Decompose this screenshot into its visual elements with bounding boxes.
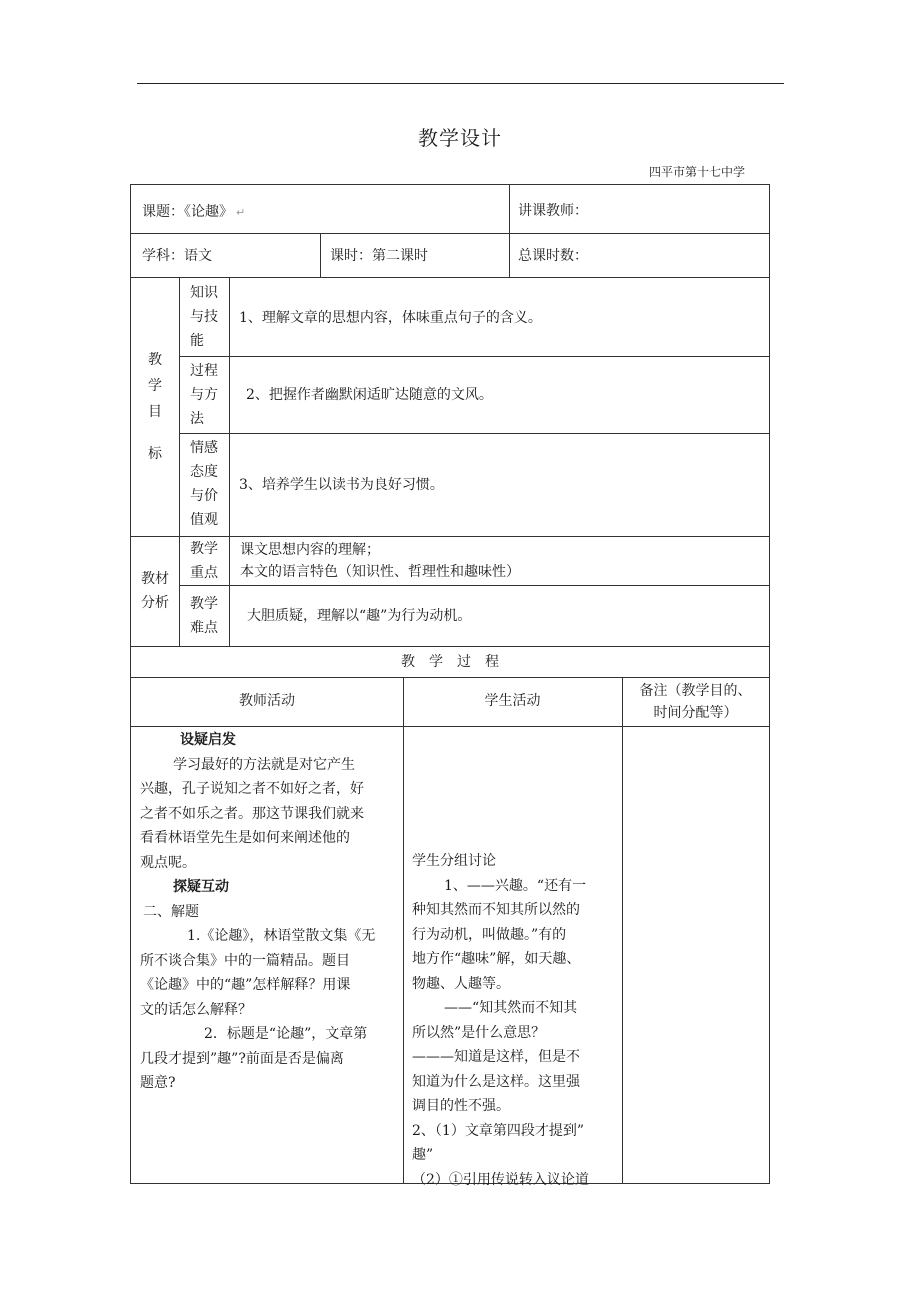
- text-line: 几段才提到”趣”?前面是否是偏离: [140, 1050, 344, 1067]
- row-divider: [179, 356, 769, 357]
- row-divider: [131, 646, 769, 647]
- objectives-group-label: 教 学 目 标: [148, 352, 162, 462]
- col-divider: [403, 677, 404, 1183]
- text-line: 学生分组讨论: [412, 853, 496, 869]
- text-line: （2）①引用传说转入议论道: [412, 1171, 589, 1188]
- row-divider: [131, 677, 769, 678]
- text-line: 趣”: [412, 1147, 434, 1163]
- text-line: 题意?: [140, 1075, 176, 1091]
- text-line: ———知道是这样，但是不: [412, 1049, 580, 1065]
- objective-text: 1、理解文章的思想内容，体味重点句子的含义。: [239, 310, 542, 326]
- objective-text: 3、培养学生以读书为良好习惯。: [239, 477, 444, 493]
- text-line: 所以然”是什么意思？: [412, 1024, 546, 1041]
- row-divider: [131, 233, 769, 234]
- process-title: 教 学 过 程: [401, 654, 499, 670]
- text-line: ——“知其然而不知其: [444, 1000, 578, 1016]
- lesson-label: 课时：第二课时: [330, 248, 428, 264]
- total-lessons-label: 总课时数：: [518, 248, 588, 264]
- row-divider: [131, 536, 769, 537]
- student-activity-content: [412, 849, 618, 1192]
- analysis-group-label: 教材 分析: [141, 571, 169, 611]
- row-divider: [179, 433, 769, 434]
- difficulties-label: 教学 难点: [190, 596, 218, 636]
- text-line: 地方作“趣味”解，如天趣、: [412, 951, 581, 967]
- return-mark-icon: ↵: [236, 206, 246, 219]
- text-line: 《论趣》中的“趣”怎样解释？用课: [140, 977, 351, 993]
- text-line: 看看林语堂先生是如何来阐述他的: [140, 830, 350, 846]
- text-line: 文的话怎么解释？: [140, 1001, 252, 1018]
- school-name: 四平市第十七中学: [648, 165, 745, 179]
- objective-category-knowledge: 知识 与技 能: [190, 285, 218, 349]
- page-title: 教学设计: [418, 126, 502, 150]
- text-line: 学习最好的方法就是对它产生: [173, 756, 355, 773]
- row-divider: [179, 585, 769, 586]
- top-rule: [137, 83, 784, 84]
- text-line: 1.《论趣》，林语堂散文集《无: [187, 928, 376, 944]
- text-line: 兴趣，孔子说知之者不如好之者，好: [140, 781, 364, 797]
- teacher-activity-header: 教师活动: [239, 693, 295, 709]
- text-line: 2、（1）文章第四段才提到”: [412, 1122, 584, 1139]
- teacher-activity-content: [140, 728, 398, 1096]
- col-divider: [320, 233, 321, 277]
- col-divider: [179, 277, 180, 646]
- text-line: 种知其然而不知其所以然的: [412, 902, 580, 918]
- objective-category-attitude: 情感 态度 与价 值观: [190, 440, 218, 528]
- section-heading: 设疑启发: [180, 732, 236, 748]
- objective-category-process: 过程 与方 法: [190, 363, 218, 427]
- text-line: 行为动机，叫做趣。”有的: [412, 926, 567, 943]
- row-divider: [131, 277, 769, 278]
- col-divider: [622, 677, 623, 1183]
- text-line: 观点呢。: [140, 854, 196, 871]
- text-line: 之者不如乐之者。那这节课我们就来: [140, 805, 364, 822]
- text-line: 知道为什么是这样。这里强: [412, 1073, 580, 1090]
- student-activity-header: 学生活动: [484, 693, 541, 709]
- topic-label: 课题：《论趣》: [142, 204, 233, 220]
- key-points-content: 课文思想内容的理解； 本文的语言特色（知识性、哲理性和趣味性）: [240, 542, 520, 580]
- objective-text: 2、把握作者幽默闲适旷达随意的文风。: [246, 387, 493, 403]
- row-divider: [131, 726, 769, 727]
- teacher-label: 讲课教师：: [518, 203, 588, 219]
- col-divider: [509, 185, 510, 277]
- difficulties-content: 大胆质疑，理解以“趣”为行为动机。: [247, 608, 472, 624]
- topic-cell: [142, 202, 245, 223]
- col-divider: [229, 277, 230, 646]
- subject-label: 学科：语文: [142, 248, 212, 264]
- text-line: 物趣、人趣等。: [412, 975, 510, 992]
- text-line: 1、——兴趣。“还有一: [444, 877, 587, 894]
- text-line: 所不谈合集》中的一篇精品。题目: [140, 952, 350, 969]
- lesson-plan-table: [130, 184, 770, 1188]
- key-points-label: 教学 重点: [190, 541, 218, 581]
- notes-header: 备注（教学目的、 时间分配等）: [639, 683, 752, 721]
- text-line: 调目的性不强。: [412, 1098, 510, 1114]
- text-line: 2．标题是“论趣”，文章第: [204, 1026, 368, 1042]
- text-line: 二、解题: [143, 903, 199, 920]
- section-heading: 探疑互动: [173, 879, 229, 895]
